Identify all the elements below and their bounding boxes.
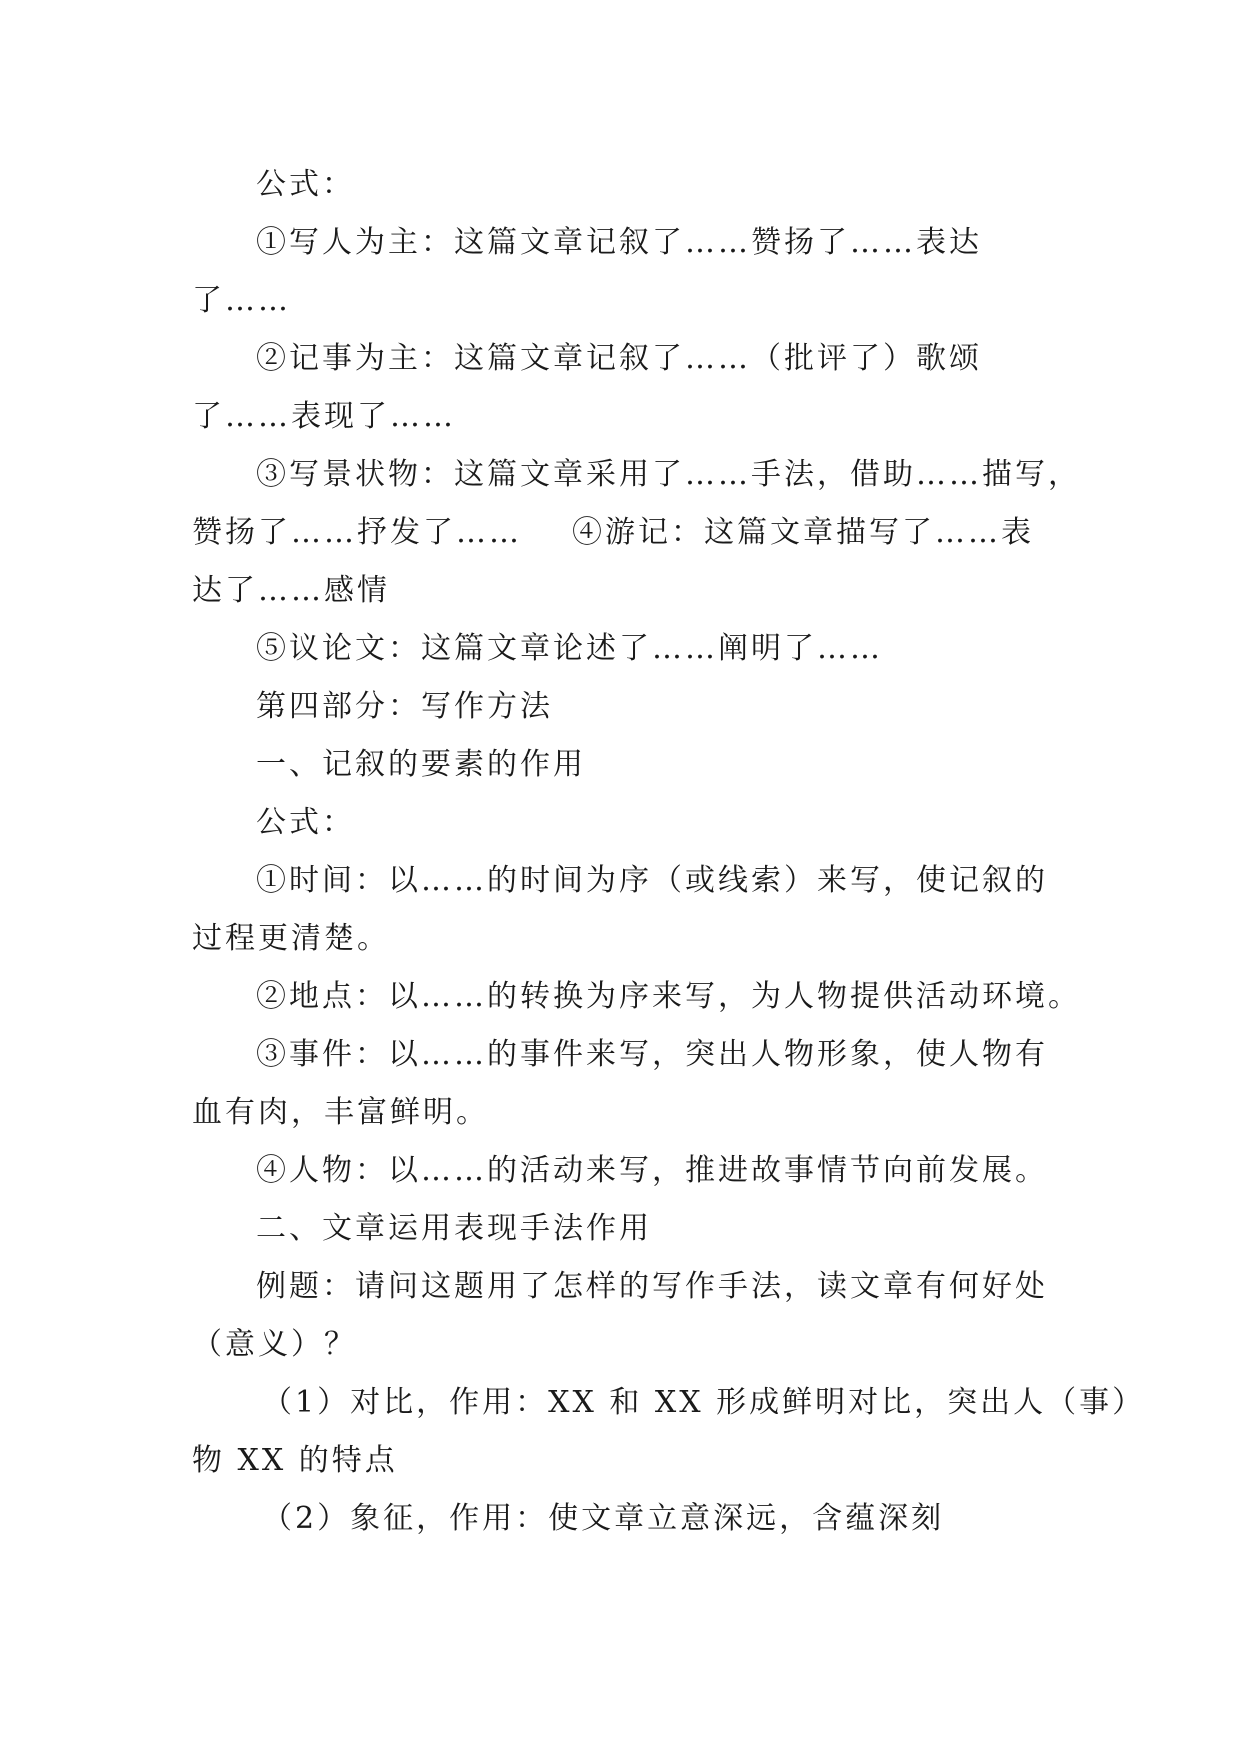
- subsection-heading-techniques: 二、文章运用表现手法作用: [256, 1211, 652, 1246]
- example-question-cont: （意义）？: [192, 1327, 357, 1362]
- formula-item-scenery-cont-row: [192, 504, 1052, 562]
- element-event: ③事件：以……的事件来写，突出人物形象，使人物有: [256, 1037, 1048, 1072]
- element-place: ②地点：以……的转换为序来写，为人物提供活动环境。: [256, 979, 1081, 1014]
- formula-item-argument: ⑤议论文：这篇文章论述了……阐明了……: [256, 631, 883, 666]
- formula-item-person: ①写人为主：这篇文章记叙了……赞扬了……表达: [256, 225, 982, 260]
- technique-symbolism: （2）象征，作用：使文章立意深远，含蕴深刻: [262, 1501, 945, 1536]
- example-question: 例题：请问这题用了怎样的写作手法，读文章有何好处: [256, 1269, 1048, 1304]
- formula-item-person-cont: 了……: [192, 283, 291, 318]
- formula-item-event-cont: 了……表现了……: [192, 399, 456, 434]
- formula-item-scenery: ③写景状物：这篇文章采用了……手法，借助……描写，: [256, 457, 1081, 492]
- technique-contrast-cont: 物 XX 的特点: [192, 1443, 398, 1478]
- subsection-heading-elements: 一、记叙的要素的作用: [256, 747, 586, 782]
- formula-heading-1: 公式：: [256, 167, 355, 202]
- technique-contrast: （1）对比，作用：XX 和 XX 形成鲜明对比，突出人（事）: [262, 1385, 1146, 1420]
- formula-item-scenery-cont: 赞扬了……抒发了……: [192, 515, 522, 550]
- element-time-cont: 过程更清楚。: [192, 921, 390, 956]
- element-event-cont: 血有肉，丰富鲜明。: [192, 1095, 489, 1130]
- formula-item-travel-cont: 达了……感情: [192, 573, 390, 608]
- element-time: ①时间：以……的时间为序（或线索）来写，使记叙的: [256, 863, 1048, 898]
- element-character: ④人物：以……的活动来写，推进故事情节向前发展。: [256, 1153, 1048, 1188]
- formula-item-travel: ④游记：这篇文章描写了……表: [572, 515, 1034, 550]
- section-heading-part4: 第四部分：写作方法: [256, 689, 553, 724]
- formula-item-event: ②记事为主：这篇文章记叙了……（批评了）歌颂: [256, 341, 982, 376]
- formula-heading-2: 公式：: [256, 805, 355, 840]
- document-page: [192, 156, 1146, 1548]
